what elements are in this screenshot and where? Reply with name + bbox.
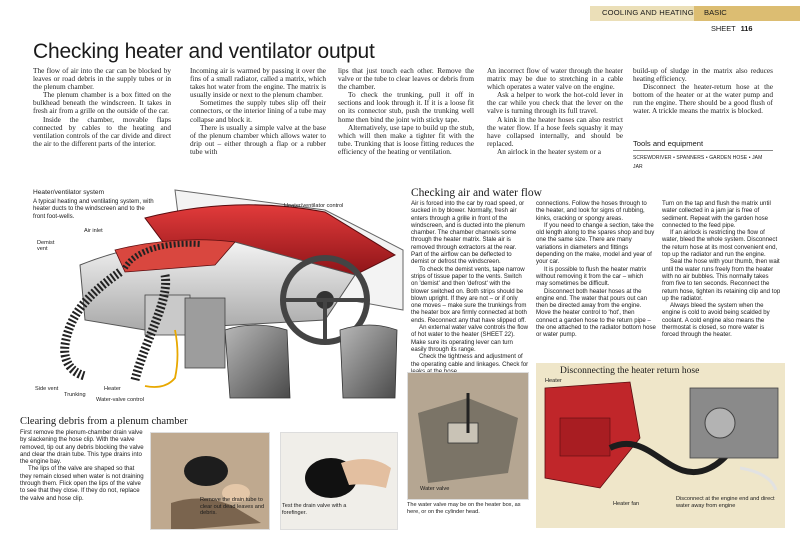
checking-column-3 [662, 200, 782, 339]
label-heater-fan: Heater fan [613, 501, 640, 507]
clearing-heading: Clearing debris from a plenum chamber [20, 416, 188, 427]
label-heater-panel: Heater [545, 378, 562, 384]
checking-paragraph: It is possible to flush the heater matrix without removing it from the car – which may sometimes be difficult. [536, 265, 647, 288]
checking-paragraph: To check the demist vents, tape narrow strips of tissue paper to the vents. Switch on 'demist' and then 'defrost' with the blower switched on. Both strips should be blown upright. If they are not – or if only one moves – make sure the trunkings from the heater box are firmly connected at both ends. Reconnect any that have slipped off. [411, 265, 527, 324]
sheet-number: 116 [740, 24, 753, 33]
intro-paragraph: Inside the chamber, movable flaps connected by cables to the heating and ventilation controls of the car divide and direct the air to the different parts of the interior. [33, 114, 171, 148]
checking-paragraph: Check the tightness and adjustment of the operating cable and linkages. Check for [411, 353, 529, 368]
intro-paragraph: build-up of sludge in the matrix also reduces heating efficiency. [633, 66, 773, 84]
checking-paragraph: If an airlock is restricting the flow of water, bleed the whole system. Disconnect the return hose at its most convenient end, top up the radiator and run the engine. [662, 229, 778, 259]
intro-paragraph: Ask a helper to work the hot-cold lever in the car while you check that the lever on the valve is turning through its full travel. [487, 90, 623, 116]
intro-paragraph: To check the trunking, pull it off in sections and look through it. If it is a loose fit on its connector stub, push the trunking well home then bind the joint with sticky tape. [338, 90, 474, 124]
tools-heading: Tools and equipment [633, 139, 773, 151]
checking-column-1 [411, 200, 529, 375]
checking-column-2 [536, 200, 656, 339]
label-air-inlet: Air inlet [84, 228, 103, 234]
label-trunking: Trunking [64, 392, 86, 398]
intro-column-2 [190, 67, 326, 156]
label-demist-vent [37, 240, 63, 252]
console [185, 298, 225, 368]
dashboard-illustration [25, 180, 405, 400]
label-heater-control: Heater/ventilator control [284, 203, 344, 209]
caption-drain-valve: Test the drain valve with a forefinger. [282, 503, 347, 516]
section-title: COOLING AND HEATING [602, 8, 694, 17]
tools-box [633, 139, 773, 172]
intro-paragraph: There is usually a simple valve at the base of the plenum chamber which allows water to drip out – either through a flap or a rubber tube with [190, 122, 326, 156]
caption-drain-tube: Remove the drain tube to clear out dead leaves and debris. [200, 497, 265, 517]
checking-paragraph: Disconnect both heater hoses at the engine end. The water that pours out can then be directed away from the engine. Move the heater control to 'hot', then connect a garden hose to the return pipe – the one attached to the radiator bottom hose or water pump. [536, 287, 656, 339]
clearing-paragraph: The lips of the valve are shaped so that they remain closed when water is not draining through them. Flick open the lips of the valve to see that they close. If they do not, replace the valve and hose clip. [20, 465, 144, 502]
diagram-heading: Heater/ventilator system [33, 189, 105, 196]
intro-paragraph: Sometimes the supply tubes slip off their connectors, or the interior lining of a tube may collapse and block it. [190, 98, 326, 124]
caption-disconnect: Disconnect at the engine end and direct water away from engine [676, 496, 775, 509]
intro-paragraph: Incoming air is warmed by passing it over the fins of a small radiator, called a matrix, which takes hot water from the engine. The matrix is usually inside or next to the plenum chamber. [190, 66, 326, 100]
intro-paragraph: An incorrect flow of water through the heater matrix may be due to stretching in a cable which operates a water valve on the engine. [487, 66, 623, 92]
checking-paragraph: If you need to change a section, take the old length along to the spares shop and buy one the same size. There are many variations in diameters and fittings depending on the make, model and year of your car. [536, 221, 655, 266]
checking-heading: Checking air and water flow [411, 187, 542, 199]
intro-paragraph: The plenum chamber is a box fitted on the bulkhead beneath the windscreen. It takes in fresh air from a grille on the outside of the car. [33, 90, 171, 116]
label-water-valve: Water valve [420, 486, 450, 492]
label-heater: Heater [104, 386, 121, 392]
photo-water-valve [407, 372, 529, 500]
intro-paragraph: A kink in the heater hoses can also restrict the water flow. If a hose feels squashy it may have collapsed internally, and should be replaced. [487, 114, 623, 148]
clearing-text [20, 429, 144, 502]
water-valve-cable [145, 330, 178, 387]
intro-paragraph: Alternatively, use tape to build up the stub, which will then make a tighter fit with the tube. Trunking that is loose fitting reduces the efficiency of the heating or ventilation. [338, 122, 474, 156]
checking-paragraph: Air is forced into the car by road speed, or sucked in by blower. Normally, fresh air enters through a grille in front of the windscreen, and is ducted into the plenum chamber. The chamber channels some through the heater matrix. Stale air is removed through extractors at the rear. Part of the airflow can be deflected to demist or defrost the windscreen. [411, 200, 525, 266]
checking-paragraph: Seal the hose with your thumb, then wait until the water runs freely from the heater with no air bubbles. This normally takes from five to ten seconds. Reconnect the return hose, tighten its retaining clip and top up the radiator. [662, 258, 781, 302]
diagram-caption: A typical heating and ventilating system, with heater ducts to the windscreen and to the front foot-wells. [33, 198, 154, 220]
intro-paragraph: Disconnect the heater-return hose at the bottom of the heater or at the water pump and run the engine. There should be a good flush of water. A trickle means the matrix is blocked. [633, 82, 773, 116]
intro-paragraph: An airlock in the heater system or a [497, 146, 601, 156]
label-water-valve-control: Water-valve control [96, 397, 144, 403]
disconnect-heading: Disconnecting the heater return hose [560, 366, 700, 376]
clearing-paragraph: First remove the plenum-chamber drain valve by slackening the hose clip. With the valve removed, tip out any debris blocking the valve and clear the drain tube. This type drains into the engine bay. [20, 429, 144, 466]
tools-list: SCREWDRIVER • SPANNERS • GARDEN HOSE • JAM JAR [633, 155, 763, 170]
passenger-seat [225, 325, 290, 398]
level-badge [694, 6, 800, 21]
checking-paragraph: Turn on the tap and flush the matrix until water collected in a jam jar is free of sediment. Repeat with the garden hose connected to the feed pipe. [662, 200, 771, 229]
caption-water-valve: The water valve may be on the heater box, as here, or on the cylinder head. [407, 502, 521, 515]
label-side-vent: Side vent [35, 386, 59, 392]
intro-column-4 [487, 67, 623, 156]
label-demist-vent-text: Demist vent [37, 240, 55, 252]
intro-column-1 [33, 67, 171, 148]
sheet-label: SHEET [711, 24, 736, 33]
checking-paragraph: connections. Follow the hoses through to the heater, and look for signs of rubbing, kinks, cracking or spongy areas. [536, 200, 647, 222]
checking-paragraph: Always bleed the system when the engine is cold to avoid being scalded by coolant. A cold engine also means the thermostat is closed, so more water is forced through the heater. [662, 302, 770, 339]
driver-seat [340, 325, 397, 398]
intro-column-3 [338, 67, 474, 156]
sheet-ref [711, 24, 753, 33]
intro-paragraph: lips that just touch each other. Remove the valve or the tube to clear leaves or debris from the chamber. [338, 66, 474, 92]
intro-paragraph: The flow of air into the car can be blocked by leaves or road debris in the supply tubes or in the plenum chamber. [33, 66, 171, 92]
checking-paragraph: An external water valve controls the flow of hot water to the heater (SHEET 22). Make sure its operating lever can turn easily through its range. [411, 324, 529, 353]
intro-column-5 [633, 67, 773, 116]
level-label: BASIC [704, 8, 727, 17]
page-title: Checking heater and ventilator output [33, 40, 375, 63]
heater-hose-illustration [540, 378, 780, 496]
